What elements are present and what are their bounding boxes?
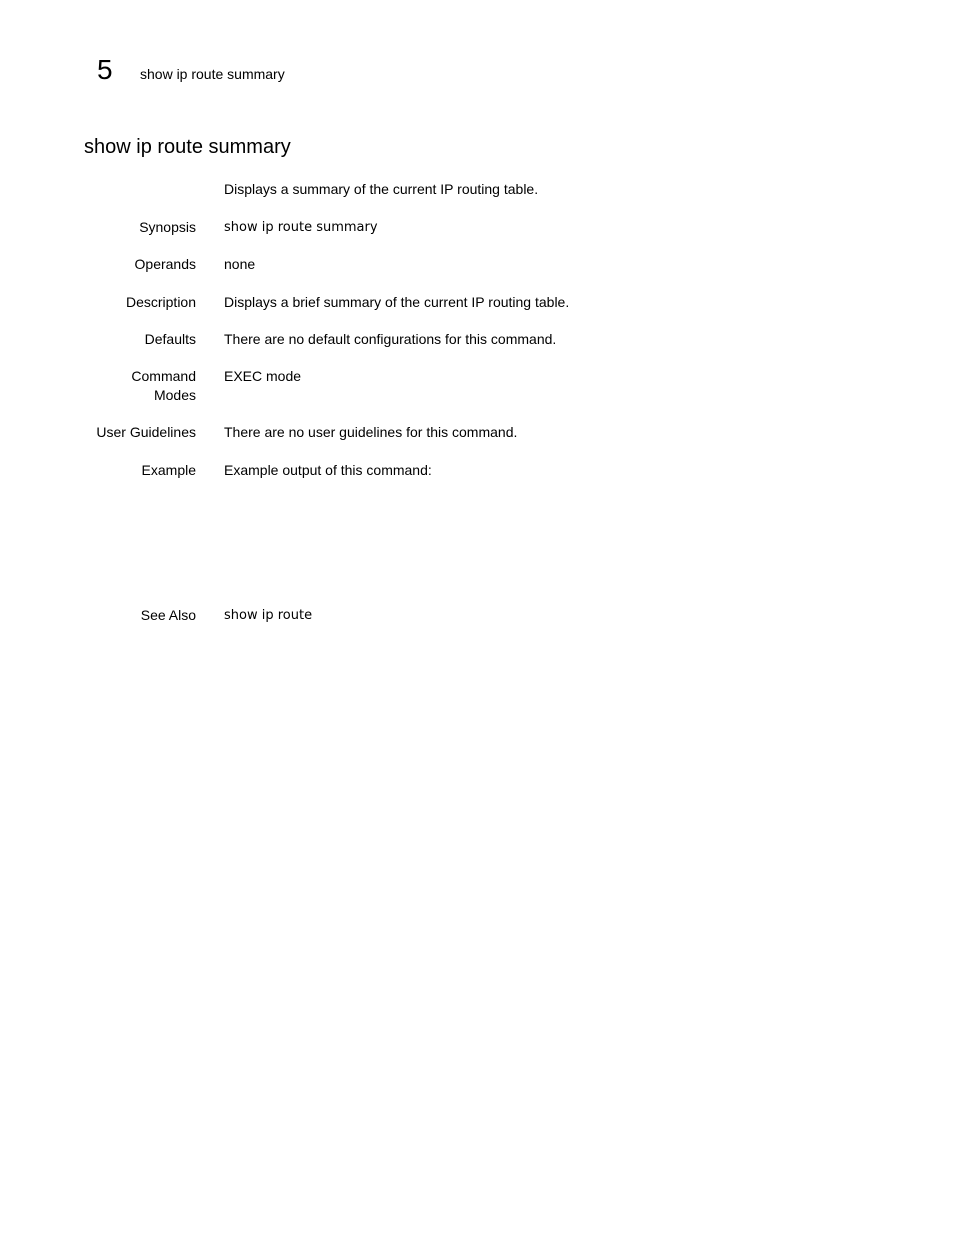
description-label: Description xyxy=(125,294,196,310)
page-title: show ip route summary xyxy=(84,136,291,158)
defaults-value: There are no default configurations for this command. xyxy=(224,331,557,347)
see-also-link[interactable]: show ip route xyxy=(224,608,313,623)
operands-value: none xyxy=(224,256,256,272)
see-also-label: See Also xyxy=(140,607,196,623)
command-modes-label-line2: Modes xyxy=(153,387,196,403)
operands-label: Operands xyxy=(134,256,196,272)
page-header xyxy=(97,54,285,86)
command-modes-value: EXEC mode xyxy=(224,368,302,384)
synopsis-value: show ip route summary xyxy=(224,220,378,235)
defaults-label: Defaults xyxy=(144,331,196,347)
chapter-number: 5 xyxy=(97,54,113,85)
description-value: Displays a brief summary of the current IP routing table. xyxy=(224,294,570,310)
intro-text: Displays a summary of the current IP routing table. xyxy=(224,181,539,197)
example-label: Example xyxy=(141,462,196,478)
running-title: show ip route summary xyxy=(140,66,285,82)
user-guidelines-value: There are no user guidelines for this command. xyxy=(224,424,518,440)
command-modes-label-line1: Command xyxy=(131,368,196,384)
synopsis-label: Synopsis xyxy=(139,219,196,235)
example-value: Example output of this command: xyxy=(224,462,432,478)
user-guidelines-label: User Guidelines xyxy=(96,424,196,440)
command-modes-label xyxy=(131,367,196,405)
